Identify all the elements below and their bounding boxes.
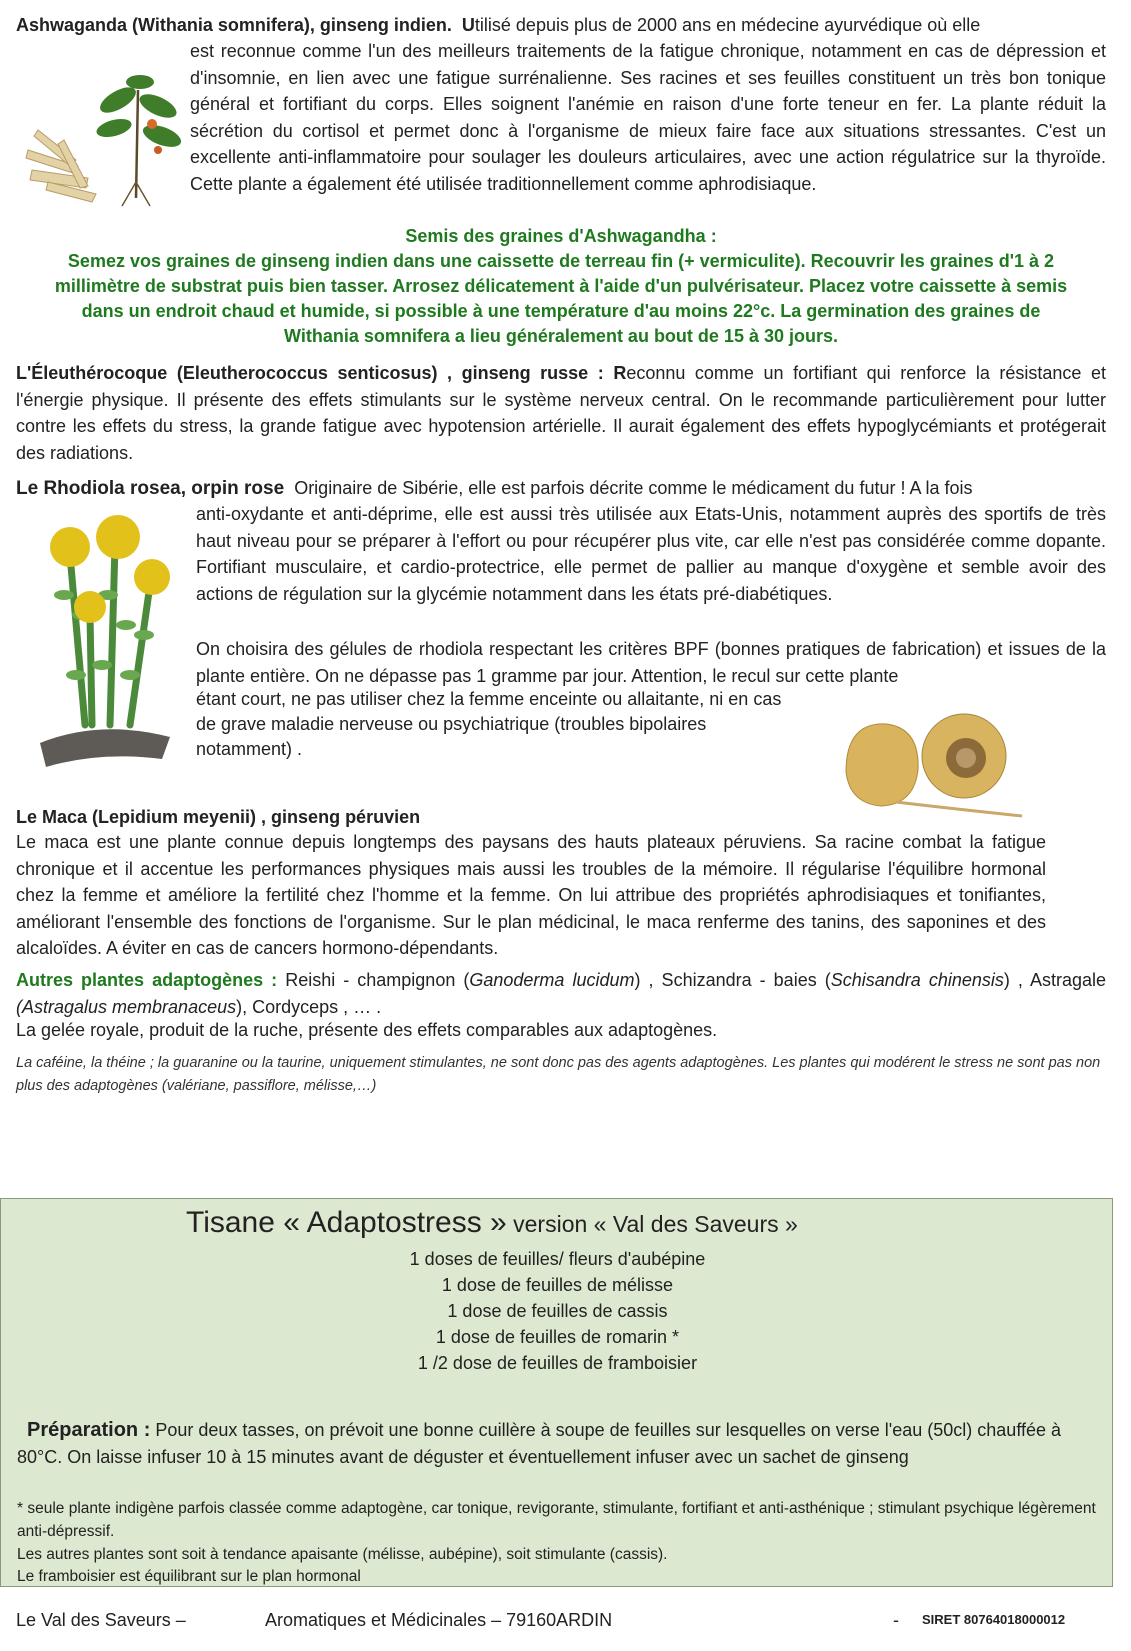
tisane-footnote-1: * seule plante indigène parfois classée comme adaptogène, car tonique, revigorante, stimulante, fortifiant et anti-asthénique ; stimulant psychique légèrement anti-dépressif.: [17, 1500, 1096, 1540]
maca-heading: Le Maca (Lepidium meyenii) , ginseng péruvien: [16, 807, 421, 827]
rhodiola-text2-line-1: étant court, ne pas utiliser chez la femme enceinte ou allaitante, ni en cas: [196, 689, 782, 709]
ingredient-5: 1 /2 dose de feuilles de framboisier: [417, 1353, 698, 1373]
tisane-title-line: [186, 1203, 798, 1244]
rhodiola-text2-line-3: notamment) .: [196, 739, 303, 759]
eleuthero-heading: L'Éleuthérocoque (Eleutherococcus senticosus) , ginseng russe :: [16, 363, 604, 383]
autres-line2: La gelée royale, produit de la ruche, présente des effets comparables aux adaptogènes.: [16, 1020, 718, 1040]
ashwaganda-dropcap: U: [461, 15, 475, 35]
semis-line-4: Withania somnifera a lieu généralement au bout de 15 à 30 jours.: [284, 326, 838, 346]
ashwaganda-heading: Ashwaganda (Withania somnifera), ginseng indien.: [16, 15, 452, 35]
note-paragraph: La caféine, la théine ; la guaranine ou la taurine, uniquement stimulantes, ne sont donc pas des agents adaptogènes. Les plantes qui modérent le stress ne sont pas non plus des adaptogènes (valériane, passiflore, mélisse,…): [16, 1055, 1101, 1094]
eleuthero-text: econnu comme un fortifiant qui renforce la résistance et l'énergie physique. Il présente des effets stimulants sur le système nerveux central. On le recommande particulièrement pour lutter contre les effets du stress, la grande fatigue avec hypotension artérielle. Il aurait également des effets hypoglycémiants et protégerait des radiations.: [16, 363, 1106, 463]
autres-i2: Schisandra chinensis: [830, 970, 1004, 990]
autres-t2: ) , Schizandra - baies (: [634, 970, 831, 990]
ashwaganda-first-line: [16, 12, 1106, 39]
tisane-footnote-3: Le framboisier est équilibrant sur le plan hormonal: [17, 1568, 361, 1585]
footer-siret: SIRET 80764018000012: [922, 1612, 1066, 1627]
ashwaganda-text: est reconnue comme l'un des meilleurs traitements de la fatigue chronique, notamment en cas de dépression et d'insomnie, en lien avec une fatigue surrénalienne. Ses racines et ses feuilles constituent un très bon tonique général et fortifiant du corps. Elles soignent l'anémie en raison d'une forte teneur en fer. La plante réduit la sécrétion du cortisol et permet donc à l'organisme de mieux faire face aux situations stressantes. C'est un excellente anti-inflammatoire pour soulager les douleurs articulaires, avec une action régulatrice sur la thyroïde. Cette plante a également été utilisée traditionnellement comme aphrodisiaque.: [190, 41, 1106, 194]
autres-i3: (Astragalus membranaceus: [16, 996, 237, 1017]
rhodiola-first-line: [16, 475, 1106, 503]
rhodiola-text2: On choisira des gélules de rhodiola respectant les critères BPF (bonnes pratiques de fabrication) et issues de la plante entière. On ne dépasse pas 1 gramme par jour. Attention, le recul sur cette plante: [196, 639, 1106, 686]
maca-root-image: [836, 712, 1026, 818]
ashwagandha-plant-image: [18, 70, 186, 210]
semis-line-1: Semez vos graines de ginseng indien dans une caissette de terreau fin (+ vermiculite). Recouvrir les graines d'1 à 2: [67, 251, 1055, 271]
tisane-title: Tisane « Adaptostress »: [186, 1206, 507, 1239]
preparation-text: Pour deux tasses, on prévoit une bonne cuillère à soupe de feuilles sur lesquelles on verse l'eau (50cl) chauffée à 80°C. On laisse infuser 10 à 15 minutes avant de déguster et éventuellement infuser avec un sachet de ginseng: [17, 1420, 1062, 1467]
rhodiola-text: anti-oxydante et anti-déprime, elle est aussi très utilisée aux Etats-Unis, notamment auprès des sportifs de très haut niveau pour se préparer à l'effort ou pour récupérer plus vite, car elle n'est pas considérée comme dopante. Fortifiant musculaire, et cardio-protectrice, elle permet de pallier au manque d'oxygène et semble avoir des actions de régulation sur la glycémie notamment dans les états pré-diabétiques.: [196, 504, 1106, 604]
autres-i1: Ganoderma lucidum: [469, 970, 635, 990]
ingredient-1: 1 doses de feuilles/ fleurs d'aubépine: [409, 1249, 706, 1269]
ashwaganda-text-first: tilisé depuis plus de 2000 ans en médecine ayurvédique où elle: [474, 15, 981, 35]
semis-title: Semis des graines d'Ashwagandha :: [405, 226, 717, 246]
autres-t3: ) , Astragale: [1003, 970, 1106, 990]
rhodiola-text-first: Originaire de Sibérie, elle est parfois décrite comme le médicament du futur ! A la fois: [294, 478, 973, 498]
preparation-paragraph: [17, 1417, 1097, 1470]
semis-line-3: dans un endroit chaud et humide, si possible à une température d'au moins 22°c. La germination des graines de: [81, 301, 1041, 321]
maca-text: Le maca est une plante connue depuis longtemps des paysans des hauts plateaux péruviens. Sa racine combat la fatigue chronique et il accentue les performances physiques mais aussi les troubles de la mémoire. Il régularise l'équilibre hormonal chez la femme et améliore la fertilité chez l'homme et la femme. On lui attribue des propriétés aphrodisiaques et tonifiantes, améliorant l'ensemble des fonctions de l'organisme. Sur le plan médicinal, le maca renferme des tanins, des saponines et des alcaloïdes. A éviter en cas de cancers hormono-dépendants.: [16, 832, 1046, 958]
footer-dash: -: [893, 1610, 899, 1630]
preparation-label: Préparation :: [27, 1419, 151, 1441]
ingredient-3: 1 dose de feuilles de cassis: [447, 1301, 668, 1321]
autres-t1: Reishi - champignon (: [277, 970, 470, 990]
autres-t4: ), Cordyceps , … .: [236, 996, 382, 1017]
tisane-version: version « Val des Saveurs »: [506, 1211, 798, 1237]
autres-paragraph: [16, 967, 1106, 1020]
footer-left: Le Val des Saveurs –: [16, 1610, 186, 1630]
semis-line-2: millimètre de substrat puis bien tasser. Arrosez délicatement à l'aide d'un pulvérisateur. Placez votre caissette à semis: [54, 276, 1068, 296]
footer-middle: Aromatiques et Médicinales – 79160ARDIN: [265, 1610, 613, 1630]
autres-heading: Autres plantes adaptogènes :: [16, 970, 278, 990]
ingredient-2: 1 dose de feuilles de mélisse: [441, 1275, 674, 1295]
rhodiola-text2-line-2: de grave maladie nerveuse ou psychiatrique (troubles bipolaires: [196, 714, 707, 734]
ingredient-4: 1 dose de feuilles de romarin *: [435, 1327, 680, 1347]
eleuthero-paragraph: [16, 360, 1106, 466]
rhodiola-plant-image: [30, 505, 180, 775]
eleuthero-dropcap: R: [613, 363, 627, 383]
tisane-footnote-2: Les autres plantes sont soit à tendance apaisante (mélisse, aubépine), soit stimulante (cassis).: [17, 1546, 668, 1563]
tisane-box: [0, 1198, 1113, 1587]
rhodiola-heading: Le Rhodiola rosea, orpin rose: [16, 478, 285, 499]
